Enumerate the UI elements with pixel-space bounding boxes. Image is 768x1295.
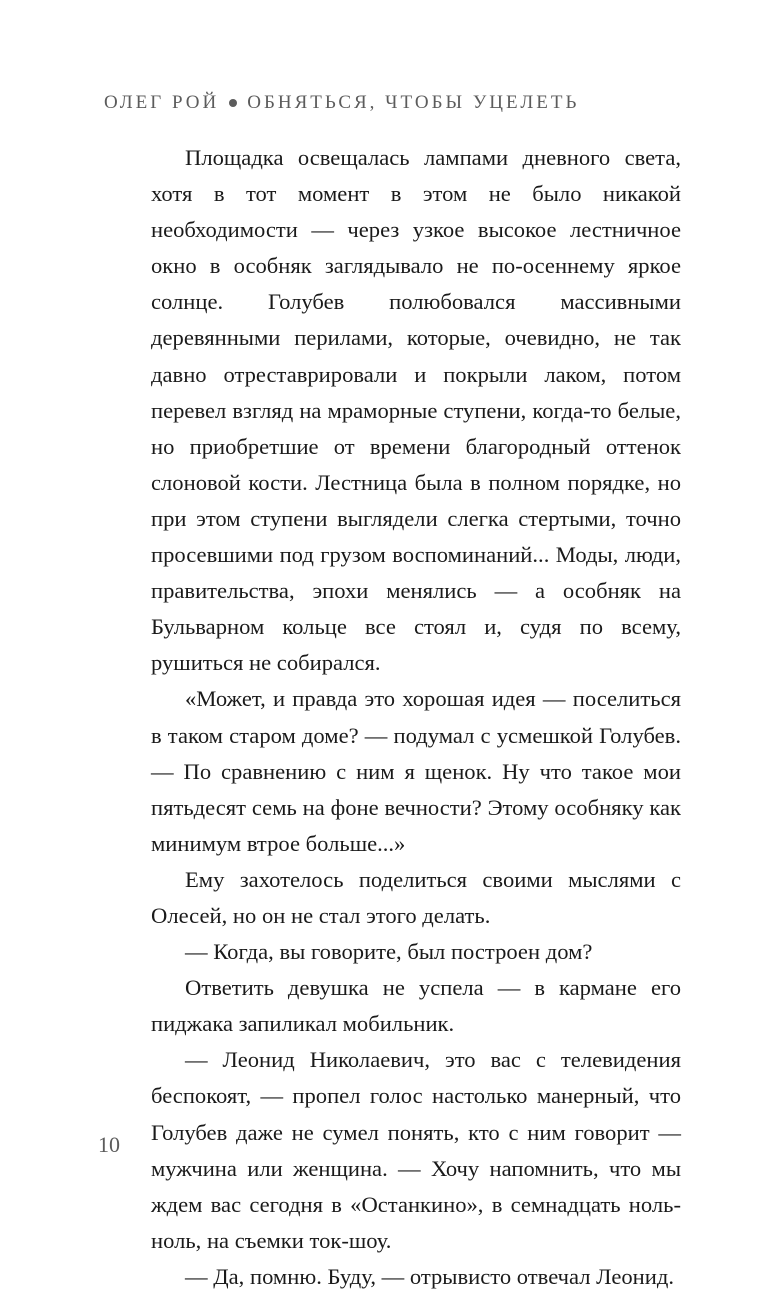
bullet-separator-icon [229, 99, 237, 107]
paragraph: Площадка освещалась лампами дневного света, хотя в тот момент в этом не было никакой необходимости — через узкое высокое лестничное окно в особняк заглядывало не по-осеннему яркое солнце. Голубев полюбовался массивными деревянными перилами, которые, очевидно, не так давно отреставрировали и покрыли лаком, потом перевел взгляд на мраморные ступени, когда-то белые, но приобретшие от времени благородный оттенок слоновой кости. Лестница была в полном порядке, но при этом ступени выглядели слегка стертыми, точно просевшими под грузом воспоминаний... Моды, люди, правительства, эпохи менялись — а особняк на Бульварном кольце все стоял и, судя по всему, рушиться не собирался. [151, 145, 681, 676]
header-author: ОЛЕГ РОЙ [104, 92, 220, 113]
body-text [151, 140, 681, 1295]
paragraph: Ему захотелось поделиться своими мыслями с Олесей, но он не стал этого делать. [151, 866, 681, 928]
paragraph: — Когда, вы говорите, был построен дом? [185, 939, 593, 965]
paragraph: — Да, помню. Буду, — отрывисто отвечал Леонид. [185, 1263, 674, 1289]
running-header [104, 92, 664, 114]
paragraph: Ответить девушка не успела — в кармане его пиджака запиликал мобильник. [151, 975, 681, 1037]
paragraph: — Леонид Николаевич, это вас с телевидения беспокоят, — пропел голос настолько манерный, что Голубев даже не сумел понять, кто с ним говорит — мужчина или женщина. — Хочу напомнить, что мы ждем вас сегодня в «Останкино», в семнадцать ноль-ноль, на съемки ток-шоу. [151, 1047, 681, 1253]
page-number: 10 [98, 1132, 120, 1157]
header-book-title: ОБНЯТЬСЯ, ЧТОБЫ УЦЕЛЕТЬ [247, 92, 580, 113]
paragraph: «Может, и правда это хорошая идея — поселиться в таком старом доме? — подумал с усмешкой Голубев. — По сравнению с ним я щенок. Ну что такое мои пятьдесят семь на фоне вечности? Этому особняку как минимум втрое больше...» [151, 686, 681, 856]
